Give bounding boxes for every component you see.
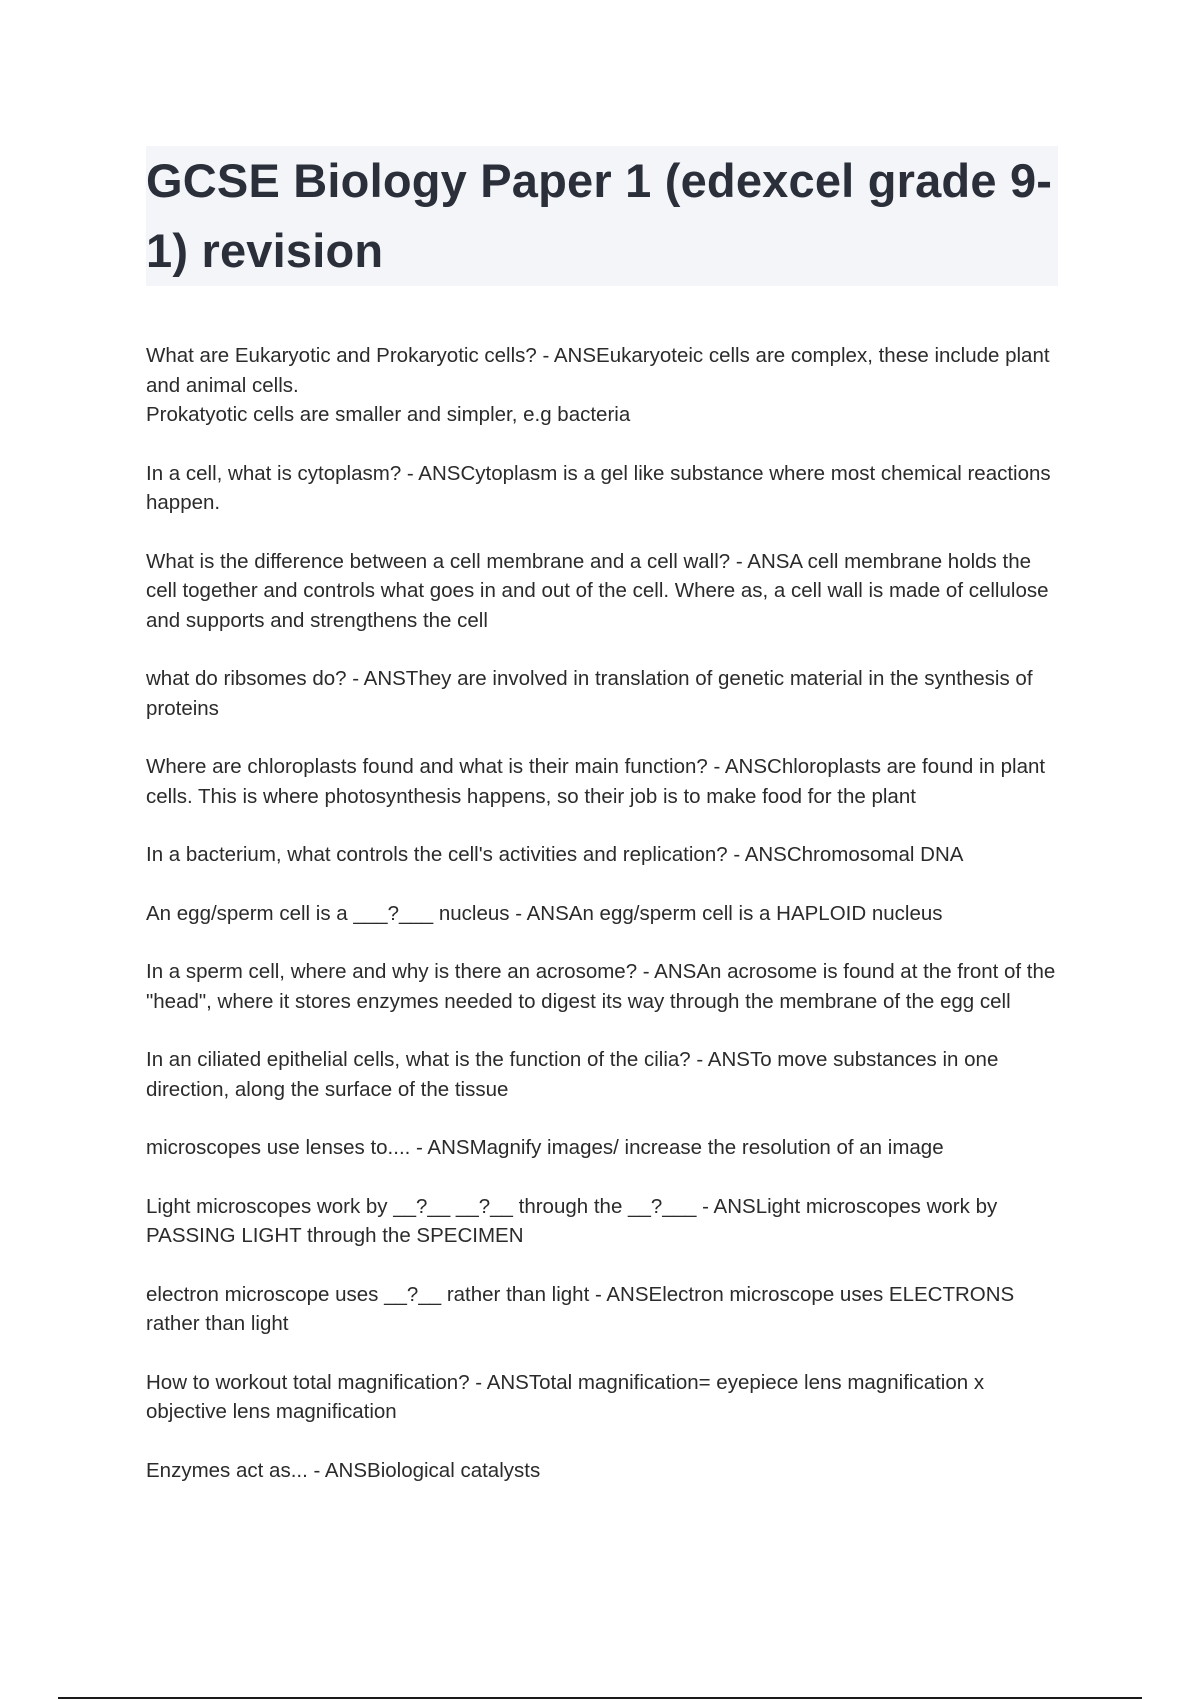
qa-item: Enzymes act as... - ANSBiological catalysts	[146, 1458, 541, 1482]
qa-list	[146, 341, 1066, 1514]
qa-item: In an ciliated epithelial cells, what is the function of the cilia? - ANSTo move substances in one direction, along the surface of the tissue	[146, 1048, 999, 1101]
title-banner	[146, 146, 1058, 286]
qa-item: How to workout total magnification? - ANSTotal magnification= eyepiece lens magnification x objective lens magnification	[146, 1370, 985, 1423]
qa-item: what do ribsomes do? - ANSThey are involved in translation of genetic material in the synthesis of proteins	[146, 667, 1033, 720]
qa-item: What are Eukaryotic and Prokaryotic cells? - ANSEukaryoteic cells are complex, these include plant and animal cells. Prokatyotic cells are smaller and simpler, e.g bacteria	[146, 344, 1050, 426]
qa-item: In a cell, what is cytoplasm? - ANSCytoplasm is a gel like substance where most chemical reactions happen.	[146, 461, 1051, 514]
qa-item: An egg/sperm cell is a ___?___ nucleus - ANSAn egg/sperm cell is a HAPLOID nucleus	[146, 901, 943, 925]
qa-item: In a sperm cell, where and why is there an acrosome? - ANSAn acrosome is found at the front of the "head", where it stores enzymes needed to digest its way through the membrane of the egg cell	[146, 960, 1056, 1013]
qa-item: Light microscopes work by __?__ __?__ through the __?___ - ANSLight microscopes work by PASSING LIGHT through the SPECIMEN	[146, 1194, 998, 1247]
qa-item: Where are chloroplasts found and what is their main function? - ANSChloroplasts are found in plant cells. This is where photosynthesis happens, so their job is to make food for the plant	[146, 755, 1046, 808]
qa-item: electron microscope uses __?__ rather than light - ANSElectron microscope uses ELECTRONS rather than light	[146, 1282, 1015, 1335]
qa-item: What is the difference between a cell membrane and a cell wall? - ANSA cell membrane holds the cell together and controls what goes in and out of the cell. Where as, a cell wall is made of cellulose and supports and strengthens the cell	[146, 549, 1049, 632]
footer-divider	[58, 1697, 1142, 1699]
qa-item: microscopes use lenses to.... - ANSMagnify images/ increase the resolution of an image	[146, 1136, 944, 1159]
page-title: GCSE Biology Paper 1 (edexcel grade 9-1) revision	[146, 154, 1053, 277]
qa-item: In a bacterium, what controls the cell's activities and replication? - ANSChromosomal DNA	[146, 843, 964, 866]
